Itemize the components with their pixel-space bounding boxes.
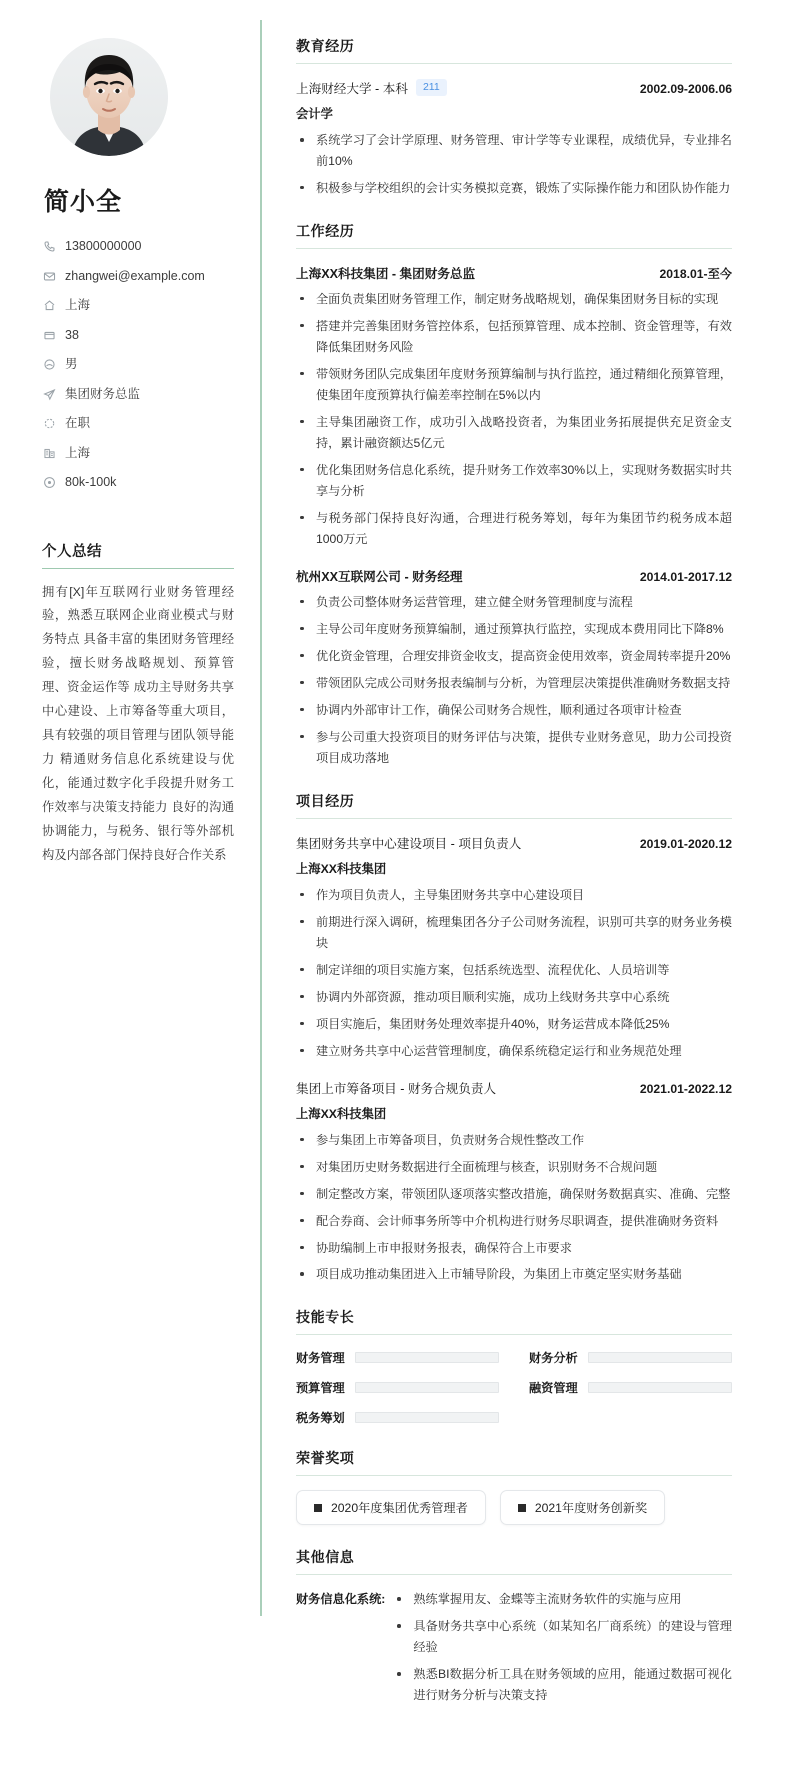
list-item: 优化资金管理，合理安排资金收支，提高资金使用效率，资金周转率提升20% <box>296 646 732 667</box>
list-item: 参与集团上市筹备项目，负责财务合规性整改工作 <box>296 1130 732 1151</box>
contact-value: 集团财务总监 <box>65 386 141 401</box>
skill-row <box>296 1349 499 1366</box>
project-company: 上海XX科技集团 <box>296 1106 387 1121</box>
entry-head <box>296 833 732 852</box>
entry-head <box>296 1078 732 1097</box>
projects-section <box>296 791 732 1286</box>
work-date: 2018.01-至今 <box>659 266 732 281</box>
list-item: 参与公司重大投资项目的财务评估与决策，提供专业财务意见，助力公司投资项目成功落地 <box>296 727 732 769</box>
entry-head <box>296 78 732 97</box>
project-entry <box>296 1078 732 1286</box>
honors-section <box>296 1448 732 1525</box>
person-name: 简小全 <box>44 188 123 216</box>
skill-row <box>296 1409 499 1426</box>
contact-item-location <box>42 297 234 315</box>
summary-heading: 个人总结 <box>42 540 234 569</box>
salary-icon <box>42 476 56 490</box>
list-item: 积极参与学校组织的会计实务模拟竞赛，锻炼了实际操作能力和团队协作能力 <box>296 178 732 199</box>
list-item: 建立财务共享中心运营管理制度，确保系统稳定运行和业务规范处理 <box>296 1041 732 1062</box>
skill-label: 税务筹划 <box>296 1411 345 1426</box>
contact-value: 上海 <box>65 298 91 312</box>
projects-heading: 项目经历 <box>296 791 732 819</box>
list-item: 作为项目负责人，主导集团财务共享中心建设项目 <box>296 885 732 906</box>
project-entry <box>296 833 732 1062</box>
project-title: 集团财务共享中心建设项目 - 项目负责人 <box>296 836 522 851</box>
education-date: 2002.09-2006.06 <box>639 82 732 96</box>
honors-heading: 荣誉奖项 <box>296 1448 732 1476</box>
list-item: 熟悉BI数据分析工具在财务领域的应用，能通过数据可视化进行财务分析与决策支持 <box>393 1664 732 1706</box>
education-heading: 教育经历 <box>296 36 732 64</box>
list-item: 协调内外部审计工作，确保公司财务合规性，顺利通过各项审计检查 <box>296 700 732 721</box>
contact-item-city <box>42 445 234 463</box>
list-item: 前期进行深入调研，梳理集团各分子公司财务流程，识别可共享的财务业务模块 <box>296 912 732 954</box>
list-item: 项目成功推动集团进入上市辅导阶段，为集团上市奠定坚实财务基础 <box>296 1264 732 1285</box>
skill-label: 预算管理 <box>296 1381 345 1396</box>
other-info-label: 财务信息化系统: <box>296 1592 386 1607</box>
list-item: 熟练掌握用友、金蝶等主流财务软件的实施与应用 <box>393 1589 732 1610</box>
contact-item-status <box>42 415 234 433</box>
education-bullets <box>296 130 732 199</box>
work-entry <box>296 263 732 550</box>
work-title: 上海XX科技集团 - 集团财务总监 <box>296 266 476 281</box>
skill-row <box>296 1379 499 1396</box>
education-section <box>296 36 732 199</box>
portrait-photo-icon <box>50 38 168 156</box>
other-info-body <box>393 1589 732 1712</box>
entry-head <box>296 566 732 585</box>
summary-section <box>42 540 234 869</box>
list-item: 制定详细的项目实施方案，包括系统选型、流程优化、人员培训等 <box>296 960 732 981</box>
gender-icon <box>42 358 56 372</box>
contact-item-gender <box>42 356 234 374</box>
list-item: 带领团队完成公司财务报表编制与分析，为管理层决策提供准确财务数据支持 <box>296 673 732 694</box>
avatar <box>50 38 168 156</box>
contact-item-position <box>42 386 234 404</box>
summary-text: 拥有[X]年互联网行业财务管理经验，熟悉互联网企业商业模式与财务特点 具备丰富的集团财务管理经验，擅长财务战略规划、预算管理、资金运作等 成功主导财务共享中心建设、上市筹备等重大项目，具有较强的项目管理与团队领导能力 精通财务信息化系统建设与优化，能通过数字化手段提升财务工作效率与决策支持能力 良好的沟通协调能力，与税务、银行等外部机构及内部各部门保持良好合作关系 <box>42 584 234 863</box>
list-item: 与税务部门保持良好沟通，合理进行税务筹划，每年为集团节约税务成本超1000万元 <box>296 508 732 550</box>
sidebar <box>0 26 262 868</box>
status-badge: 211 <box>416 79 447 97</box>
contact-value: zhangwei@example.com <box>65 268 205 283</box>
skill-label: 财务分析 <box>529 1351 578 1366</box>
skill-progress-bar <box>355 1382 499 1393</box>
skill-progress-bar <box>588 1352 732 1363</box>
work-section <box>296 221 732 769</box>
contact-value: 80k-100k <box>65 475 117 489</box>
entry-head <box>296 263 732 282</box>
mail-icon <box>42 269 56 283</box>
honor-label: 2020年度集团优秀管理者 <box>331 1501 468 1516</box>
work-date: 2014.01-2017.12 <box>639 569 732 584</box>
square-marker-icon <box>518 1504 526 1512</box>
list-item: 对集团历史财务数据进行全面梳理与核查，识别财务不合规问题 <box>296 1157 732 1178</box>
skill-progress-bar <box>588 1382 732 1393</box>
contact-item-salary <box>42 474 234 492</box>
honor-label: 2021年度财务创新奖 <box>534 1501 648 1516</box>
list-item: 主导公司年度财务预算编制，通过预算执行监控，实现成本费用同比下降8% <box>296 619 732 640</box>
skill-label: 财务管理 <box>296 1351 345 1366</box>
work-entry <box>296 566 732 769</box>
skill-label: 融资管理 <box>529 1381 578 1396</box>
education-title-group <box>296 78 630 97</box>
status-circle-icon <box>42 417 56 431</box>
project-date: 2019.01-2020.12 <box>639 836 732 851</box>
work-title: 杭州XX互联网公司 - 财务经理 <box>296 569 463 584</box>
contact-value: 上海 <box>65 445 91 460</box>
work-bullets <box>296 289 732 550</box>
skill-progress-bar <box>355 1412 499 1423</box>
contact-item-email <box>42 268 234 286</box>
id-card-icon <box>42 328 56 342</box>
skill-progress-bar <box>355 1352 499 1363</box>
contact-value: 在职 <box>65 416 91 430</box>
list-item: 协助编制上市申报财务报表，确保符合上市要求 <box>296 1238 732 1259</box>
square-marker-icon <box>314 1504 322 1512</box>
list-item: 负责公司整体财务运营管理，建立健全财务管理制度与流程 <box>296 592 732 613</box>
other-info-heading: 其他信息 <box>296 1547 732 1575</box>
list-item: 系统学习了会计学原理、财务管理、审计学等专业课程，成绩优异，专业排名前10% <box>296 130 732 172</box>
phone-icon <box>42 240 56 254</box>
list-item: 全面负责集团财务管理工作，制定财务战略规划，确保集团财务目标的实现 <box>296 289 732 310</box>
other-info-bullets <box>393 1589 732 1706</box>
skills-heading: 技能专长 <box>296 1307 732 1335</box>
contact-item-age <box>42 327 234 345</box>
education-title: 上海财经大学 - 本科 <box>296 82 408 96</box>
honor-chip <box>500 1490 665 1525</box>
project-bullets <box>296 885 732 1062</box>
work-heading: 工作经历 <box>296 221 732 249</box>
education-major: 会计学 <box>296 107 333 121</box>
contact-value: 38 <box>65 327 79 342</box>
list-item: 搭建并完善集团财务管控体系，包括预算管理、成本控制、资金管理等，有效降低集团财务风险 <box>296 316 732 358</box>
home-icon <box>42 299 56 313</box>
project-title: 集团上市筹备项目 - 财务合规负责人 <box>296 1081 497 1096</box>
skills-section <box>296 1307 732 1426</box>
skill-row <box>529 1349 732 1366</box>
list-item: 协调内外部资源，推动项目顺利实施，成功上线财务共享中心系统 <box>296 987 732 1008</box>
contact-list <box>42 238 234 492</box>
list-item: 配合券商、会计师事务所等中介机构进行财务尽职调查，提供准确财务资料 <box>296 1211 732 1232</box>
list-item: 制定整改方案，带领团队逐项落实整改措施，确保财务数据真实、准确、完整 <box>296 1184 732 1205</box>
other-info-section <box>296 1547 732 1712</box>
list-item: 主导集团融资工作，成功引入战略投资者，为集团业务拓展提供充足资金支持，累计融资额达5亿元 <box>296 412 732 454</box>
list-item: 项目实施后，集团财务处理效率提升40%，财务运营成本降低25% <box>296 1014 732 1035</box>
project-date: 2021.01-2022.12 <box>639 1081 732 1096</box>
project-bullets <box>296 1130 732 1286</box>
contact-value: 男 <box>65 357 78 371</box>
list-item: 优化集团财务信息化系统，提升财务工作效率30%以上，实现财务数据实时共享与分析 <box>296 460 732 502</box>
other-info-row <box>296 1589 732 1712</box>
building-icon <box>42 446 56 460</box>
project-company: 上海XX科技集团 <box>296 861 387 876</box>
list-item: 带领财务团队完成集团年度财务预算编制与执行监控，通过精细化预算管理，使集团年度预算执行偏差率控制在5%以内 <box>296 364 732 406</box>
contact-value: 13800000000 <box>65 239 142 253</box>
education-entry <box>296 78 732 199</box>
paper-plane-icon <box>42 387 56 401</box>
contact-item-phone <box>42 238 234 256</box>
list-item: 具备财务共享中心系统（如某知名厂商系统）的建设与管理经验 <box>393 1616 732 1658</box>
skill-row <box>529 1379 732 1396</box>
honor-chip <box>296 1490 486 1525</box>
main-content <box>262 26 794 1774</box>
work-bullets <box>296 592 732 769</box>
honor-list <box>296 1490 732 1525</box>
skills-grid <box>296 1349 732 1426</box>
